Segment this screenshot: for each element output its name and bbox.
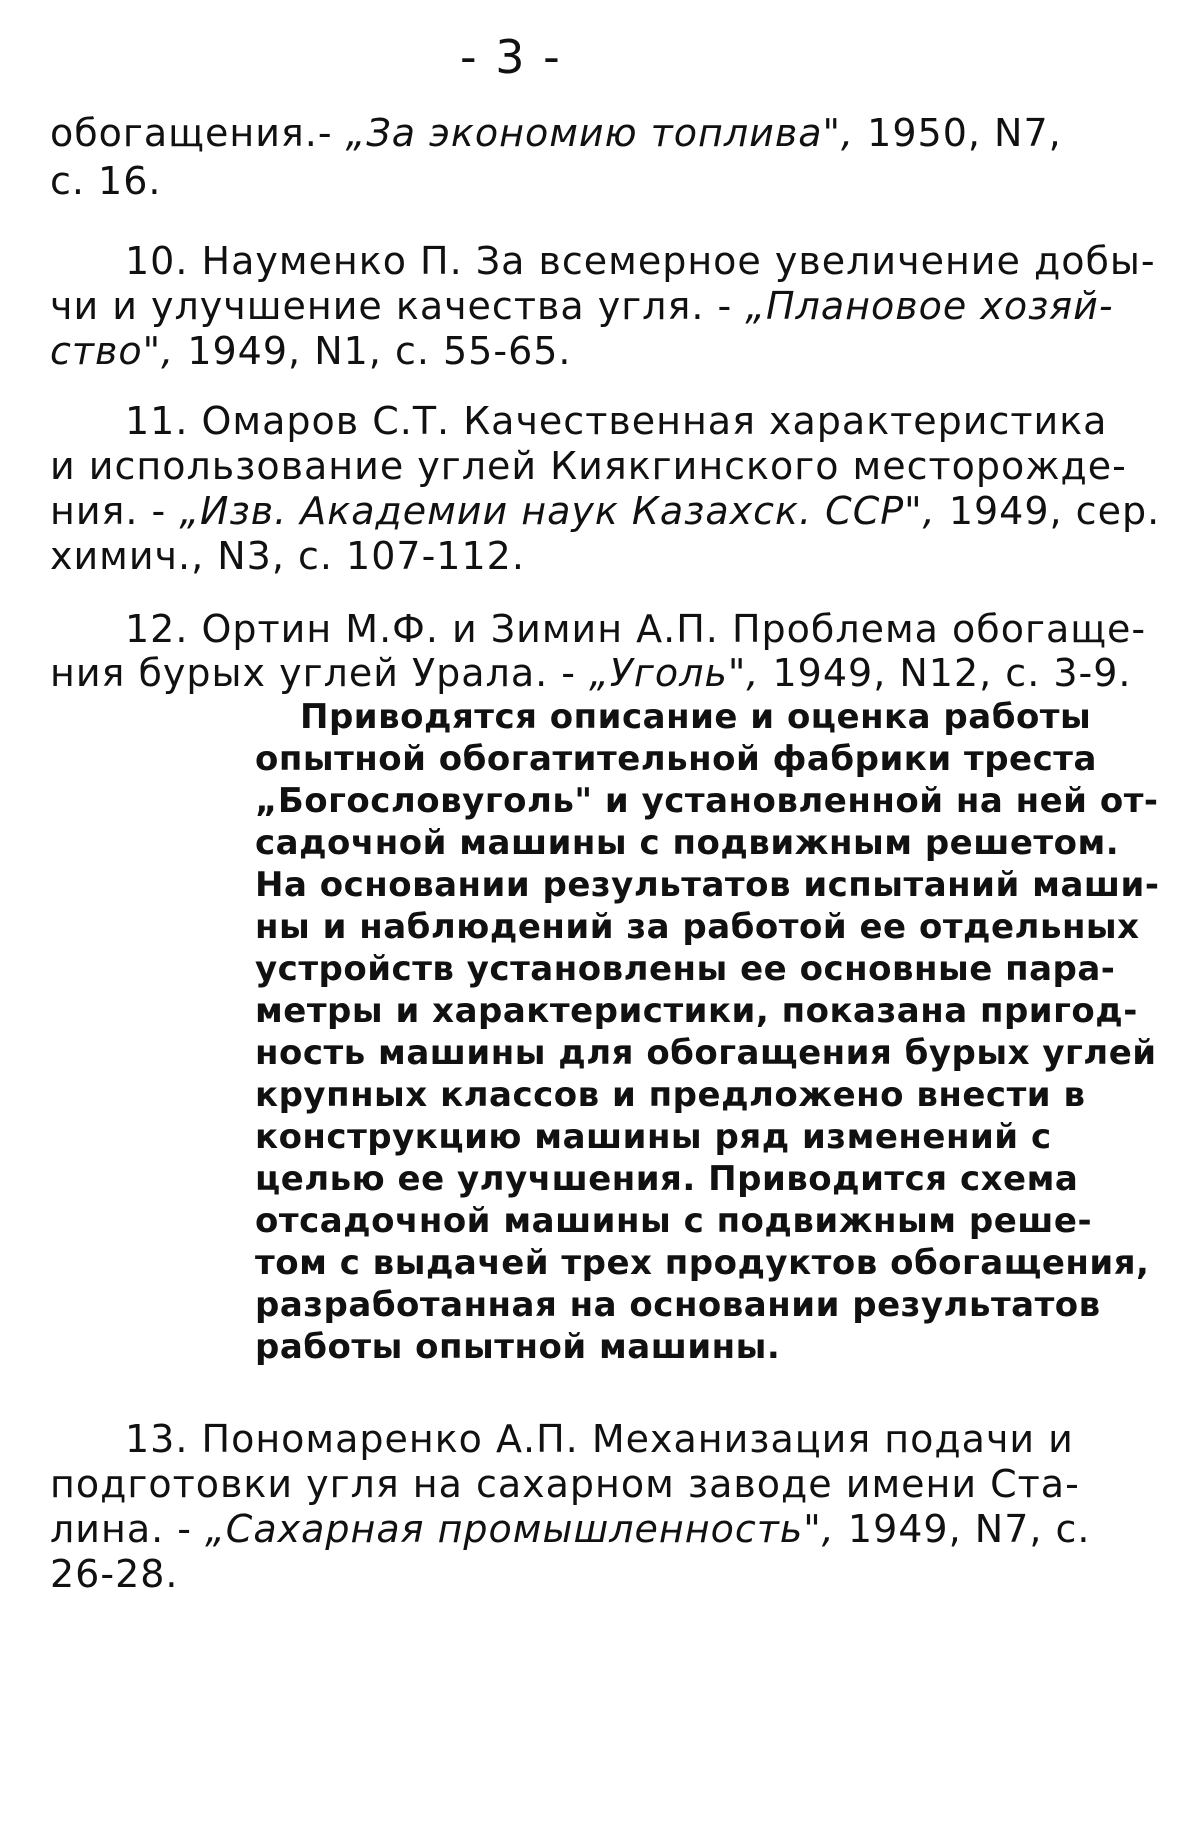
entry-line (50, 445, 1127, 489)
annotation-line: отсадочной машины с подвижным реше- (255, 1201, 1093, 1241)
annotation-line: крупных классов и предложено внести в (255, 1075, 1086, 1115)
entry-details: 1949, N1, с. 55-65. (187, 329, 572, 373)
entry-details: 1950, N7, (867, 111, 1062, 155)
annotation-line: разработанная на основании результатов (255, 1285, 1101, 1325)
entry-text: 11. Омаров С.Т. Качественная характеристика (125, 399, 1108, 443)
annotation-line: работы опытной машины. (255, 1327, 781, 1367)
entry-text: 26-28. (50, 1552, 179, 1596)
page-number: - 3 - (460, 30, 562, 84)
entry-text: и использование углей Киякгинского месторожде- (50, 444, 1127, 488)
entry-line (50, 285, 1114, 329)
annotation-line: опытной обогатительной фабрики треста (255, 739, 1097, 779)
entry-line (125, 608, 1146, 652)
annotation-line: Приводятся описание и оценка работы (300, 697, 1092, 737)
annotation-line: конструкцию машины ряд изменений с (255, 1117, 1052, 1157)
entry-line (125, 1418, 1074, 1462)
entry-details: 1949, сер. (948, 489, 1161, 533)
annotation-line: том с выдачей трех продуктов обогащения, (255, 1243, 1150, 1283)
entry-line (50, 160, 161, 204)
entry-details: 1949, N7, с. (847, 1507, 1091, 1551)
entry-line (125, 400, 1107, 444)
entry-source: „Сахарная промышленность", (205, 1507, 835, 1551)
entry-line (50, 1553, 179, 1597)
entry-source: „Плановое хозяй- (745, 284, 1114, 328)
annotation-line: ность машины для обогащения бурых углей (255, 1033, 1157, 1073)
entry-line (125, 240, 1156, 284)
entry-line (50, 1508, 1091, 1552)
entry-line (50, 535, 525, 579)
entry-text: подготовки угля на сахарном заводе имени Ста- (50, 1462, 1080, 1506)
entry-details: 1949, N12, с. 3-9. (772, 651, 1132, 695)
entry-text: 12. Ортин М.Ф. и Зимин А.П. Проблема обогаще- (125, 607, 1147, 651)
annotation-line: целью ее улучшения. Приводится схема (255, 1159, 1079, 1199)
entry-line (50, 112, 1062, 156)
entry-text: чи и улучшение качества угля. - (50, 284, 733, 328)
annotation-line: устройств установлены ее основные пара- (255, 949, 1116, 989)
entry-source: „За экономию топлива", (345, 111, 868, 155)
entry-line (50, 330, 572, 374)
entry-text: с. 16. (50, 159, 162, 203)
entry-text: химич., N3, с. 107-112. (50, 534, 525, 578)
entry-text: обогащения.- (50, 111, 333, 155)
entry-source: ство", (50, 329, 175, 373)
entry-line (50, 1463, 1080, 1507)
annotation-line: ны и наблюдений за работой ее отдельных (255, 907, 1140, 947)
entry-text: 10. Науменко П. За всемерное увеличение добы- (125, 239, 1156, 283)
entry-text: лина. - (50, 1507, 192, 1551)
annotation-line: На основании результатов испытаний маши- (255, 865, 1160, 905)
entry-line (50, 652, 1132, 696)
entry-text: 13. Пономаренко А.П. Механизация подачи и (125, 1417, 1074, 1461)
annotation-line: „Богословуголь" и установленной на ней от- (255, 781, 1159, 821)
entry-text: ния бурых углей Урала. - (50, 651, 576, 695)
entry-text: ния. - (50, 489, 167, 533)
entry-line (50, 490, 1160, 534)
annotation-line: метры и характеристики, показана пригод- (255, 991, 1138, 1031)
entry-source: „Изв. Академии наук Казахск. ССР", (179, 489, 936, 533)
annotation-line: садочной машины с подвижным решетом. (255, 823, 1120, 863)
entry-source: „Уголь", (589, 651, 760, 695)
